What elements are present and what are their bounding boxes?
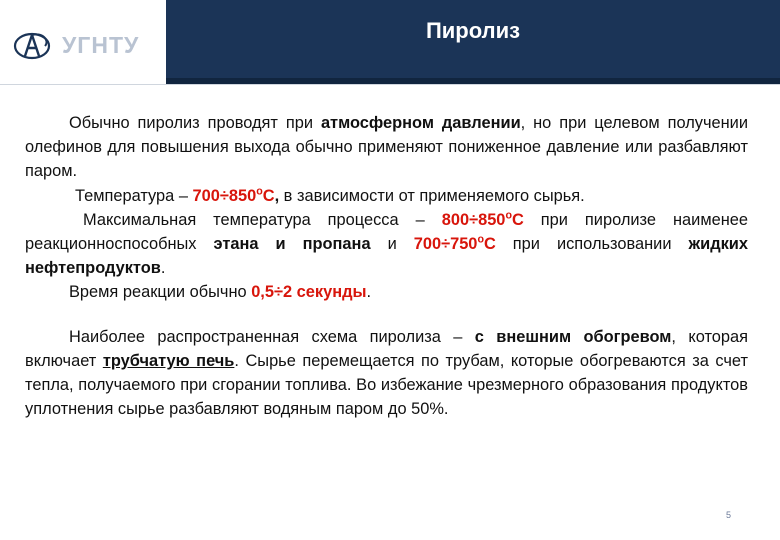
temperature-unit: С [511, 210, 524, 229]
bold-term: жидких нефтепродуктов [25, 235, 748, 278]
paragraph-pressure [25, 111, 748, 184]
logo-panel [0, 0, 164, 84]
degree-mark: о [256, 185, 263, 198]
text-span: , но при целевом получении олефинов для повышения выхода обычно применяют пониженное давление или разбавляют паром. [25, 114, 748, 181]
logo-text: УГНТУ [62, 32, 140, 58]
header-rule [0, 84, 780, 85]
paragraph-temperature [25, 184, 748, 208]
temperature-value: 800÷850 [441, 210, 506, 229]
degree-mark: о [477, 233, 484, 246]
text-span: при пиролизе наименее реакционноспособных [25, 210, 748, 254]
temperature-unit: С [483, 235, 496, 254]
reaction-time-value: 0,5÷2 секунды [251, 283, 367, 302]
text-span: . Сырье перемещается по трубам, которые обогреваются за счет тепла, получаемого при сгорании топлива. Во избежание чрезмерного образования продуктов уплотнения сырье разбавляют водяным паром до 50%. [25, 351, 748, 419]
text-span: Максимальная температура процесса – [83, 210, 442, 229]
slide-header [0, 0, 780, 84]
text-span: Наиболее распространенная схема пиролиза – [69, 327, 475, 346]
page-number: 5 [726, 510, 732, 520]
paragraph-reaction-time [25, 280, 748, 304]
slide-title: Пиролиз [425, 18, 521, 43]
bold-term: с внешним обогревом [474, 327, 672, 346]
text-span: Температура – [75, 186, 193, 205]
text-span: при использовании [495, 235, 689, 254]
text-span: . [160, 259, 166, 278]
text-span: , [274, 186, 280, 205]
temperature-unit: С [262, 186, 275, 205]
paragraph-scheme [25, 325, 748, 422]
paragraph-max-temperature [25, 208, 748, 281]
slide-body [25, 111, 748, 421]
text-span: в зависимости от применяемого сырья. [279, 186, 585, 205]
text-span: Обычно пиролиз проводят при [69, 114, 321, 132]
underlined-term: трубчатую печь [102, 351, 235, 370]
bold-term: атмосферном давлении [320, 114, 521, 132]
bold-term: этана и пропана [213, 235, 371, 254]
paragraph-gap [25, 305, 748, 325]
temperature-value: 700÷750 [413, 235, 478, 254]
text-span: , которая включает [25, 327, 748, 370]
text-span: Время реакции обычно [69, 283, 252, 302]
university-emblem-icon [12, 30, 56, 62]
text-span: . [366, 283, 372, 302]
degree-mark: о [505, 209, 512, 222]
temperature-value: 700÷850 [192, 186, 257, 205]
text-span: и [370, 235, 414, 254]
